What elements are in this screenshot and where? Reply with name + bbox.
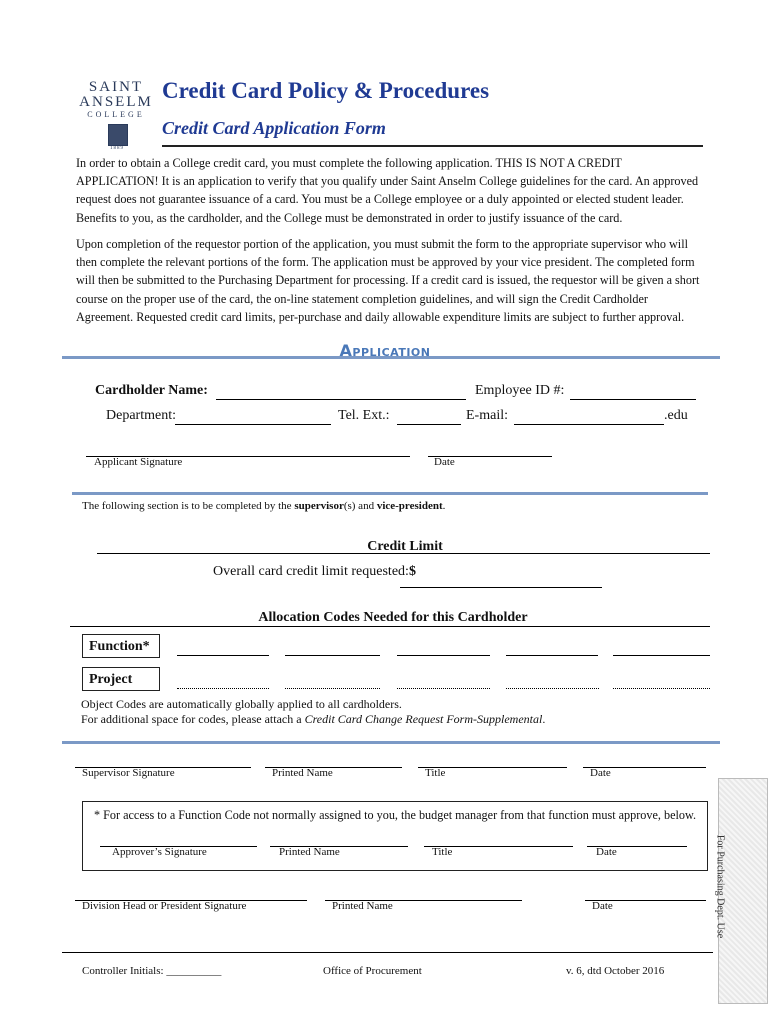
signature-section-rule xyxy=(62,741,720,744)
supervisor-title-label: Title xyxy=(425,767,446,779)
applicant-date-label: Date xyxy=(434,456,455,468)
tel-ext-field[interactable] xyxy=(397,424,461,425)
applicant-signature-label: Applicant Signature xyxy=(94,456,183,468)
function-code-1[interactable] xyxy=(177,655,269,656)
project-label-box xyxy=(82,667,160,691)
page-subtitle: Credit Card Application Form xyxy=(162,118,386,138)
allocation-codes-rule xyxy=(70,626,710,627)
additional-space-end: . xyxy=(542,712,546,726)
division-printed-name-label: Printed Name xyxy=(332,900,393,912)
project-code-5[interactable] xyxy=(613,688,710,689)
college-logo xyxy=(76,80,156,120)
project-label: Project xyxy=(89,672,133,687)
note-supervisor: supervisor xyxy=(294,500,344,512)
email-field[interactable] xyxy=(514,424,664,425)
approver-date-label: Date xyxy=(596,846,617,858)
supervisor-section-note xyxy=(82,500,445,512)
crest-icon xyxy=(108,124,128,146)
page-title: Credit Card Policy & Procedures xyxy=(162,78,490,103)
supervisor-signature-label: Supervisor Signature xyxy=(82,767,175,779)
function-label-box xyxy=(82,634,160,658)
purchasing-use-tab xyxy=(718,778,768,1004)
department-field[interactable] xyxy=(175,424,331,425)
crest-label: 1889 xyxy=(110,146,124,151)
supervisor-section-rule xyxy=(72,492,708,495)
dollar-sign: $ xyxy=(409,564,416,579)
controller-initials: Controller Initials: __________ xyxy=(82,965,222,977)
additional-space-prefix: For additional space for codes, please attach a xyxy=(81,712,305,726)
cardholder-name-label: Cardholder Name: xyxy=(95,383,208,398)
form-version: v. 6, dtd October 2016 xyxy=(566,965,665,977)
note-end: . xyxy=(442,500,446,512)
approver-signature-label: Approver’s Signature xyxy=(112,846,207,858)
allocation-codes-heading: Allocation Codes Needed for this Cardholder xyxy=(258,610,528,625)
overall-limit-label: Overall card credit limit requested: xyxy=(213,564,409,579)
application-heading-text: Application xyxy=(339,341,431,360)
project-code-1[interactable] xyxy=(177,688,269,689)
edu-suffix: .edu xyxy=(664,408,688,423)
project-code-2[interactable] xyxy=(285,688,380,689)
note-mid: (s) and xyxy=(343,500,377,512)
project-code-3[interactable] xyxy=(397,688,490,689)
email-label: E-mail: xyxy=(466,408,508,423)
credit-limit-rule xyxy=(97,553,710,554)
employee-id-field[interactable] xyxy=(570,399,696,400)
additional-space-note xyxy=(81,712,545,727)
division-head-signature-label: Division Head or President Signature xyxy=(82,900,247,912)
project-code-4[interactable] xyxy=(506,688,599,689)
note-vice-president: vice-president xyxy=(376,500,443,512)
intro-paragraph-2: Upon completion of the requestor portion of the application, you must submit the form to the appropriate supervisor who will then complete the relevant portions of the form. The application must be approved by your vice president. The completed form will then be submitted to the Purchasing Department for processing. If a credit card is issued, the requestor will be given a short course on the proper use of the card, the on-line statement completion guidelines, and will sign the Credit Cardholder Agreement. Requested credit card limits, per-purchase and daily allowable expenditure limits are subject to further approval. xyxy=(76,237,700,324)
credit-limit-field[interactable] xyxy=(400,587,602,588)
intro-paragraph-1: In order to obtain a College credit card, you must complete the following application. THIS IS NOT A CREDIT APPLICATION! It is an application to verify that you qualify under Saint Anselm College guidelines for the card. An approved request does not guarantee issuance of a card. You must be a College employee or a duly appointed or elected student leader. Benefits to you, as the cardholder, and the College must be demonstrated in order to justify issuance of the card. xyxy=(76,156,699,225)
division-date-label: Date xyxy=(592,900,613,912)
approver-title-label: Title xyxy=(432,846,453,858)
function-code-3[interactable] xyxy=(397,655,490,656)
header-rule xyxy=(162,145,703,147)
employee-id-label: Employee ID #: xyxy=(475,383,565,398)
logo-line-3: COLLEGE xyxy=(87,110,145,119)
function-label: Function* xyxy=(89,639,150,654)
logo-line-2: ANSELM xyxy=(79,94,153,110)
function-code-4[interactable] xyxy=(506,655,598,656)
supplemental-form-name: Credit Card Change Request Form-Supplemental xyxy=(304,712,543,726)
function-code-2[interactable] xyxy=(285,655,380,656)
credit-limit-heading: Credit Limit xyxy=(367,539,443,554)
office-of-procurement: Office of Procurement xyxy=(323,965,422,977)
note-prefix: The following section is to be completed by the xyxy=(82,500,295,512)
cardholder-name-field[interactable] xyxy=(216,399,466,400)
department-label: Department: xyxy=(106,408,176,423)
approver-printed-name-label: Printed Name xyxy=(279,846,340,858)
application-heading xyxy=(0,341,770,360)
function-code-note: * For access to a Function Code not normally assigned to you, the budget manager from that function must approve, below. xyxy=(94,808,697,822)
supervisor-date-label: Date xyxy=(590,767,611,779)
object-codes-note: Object Codes are automatically globally applied to all cardholders. xyxy=(81,697,402,711)
footer-rule xyxy=(62,952,713,953)
function-code-5[interactable] xyxy=(613,655,710,656)
purchasing-use-label: For Purchasing Dept. Use xyxy=(714,834,726,939)
logo-line-1: SAINT xyxy=(88,79,144,95)
supervisor-printed-name-label: Printed Name xyxy=(272,767,333,779)
tel-ext-label: Tel. Ext.: xyxy=(338,408,390,423)
